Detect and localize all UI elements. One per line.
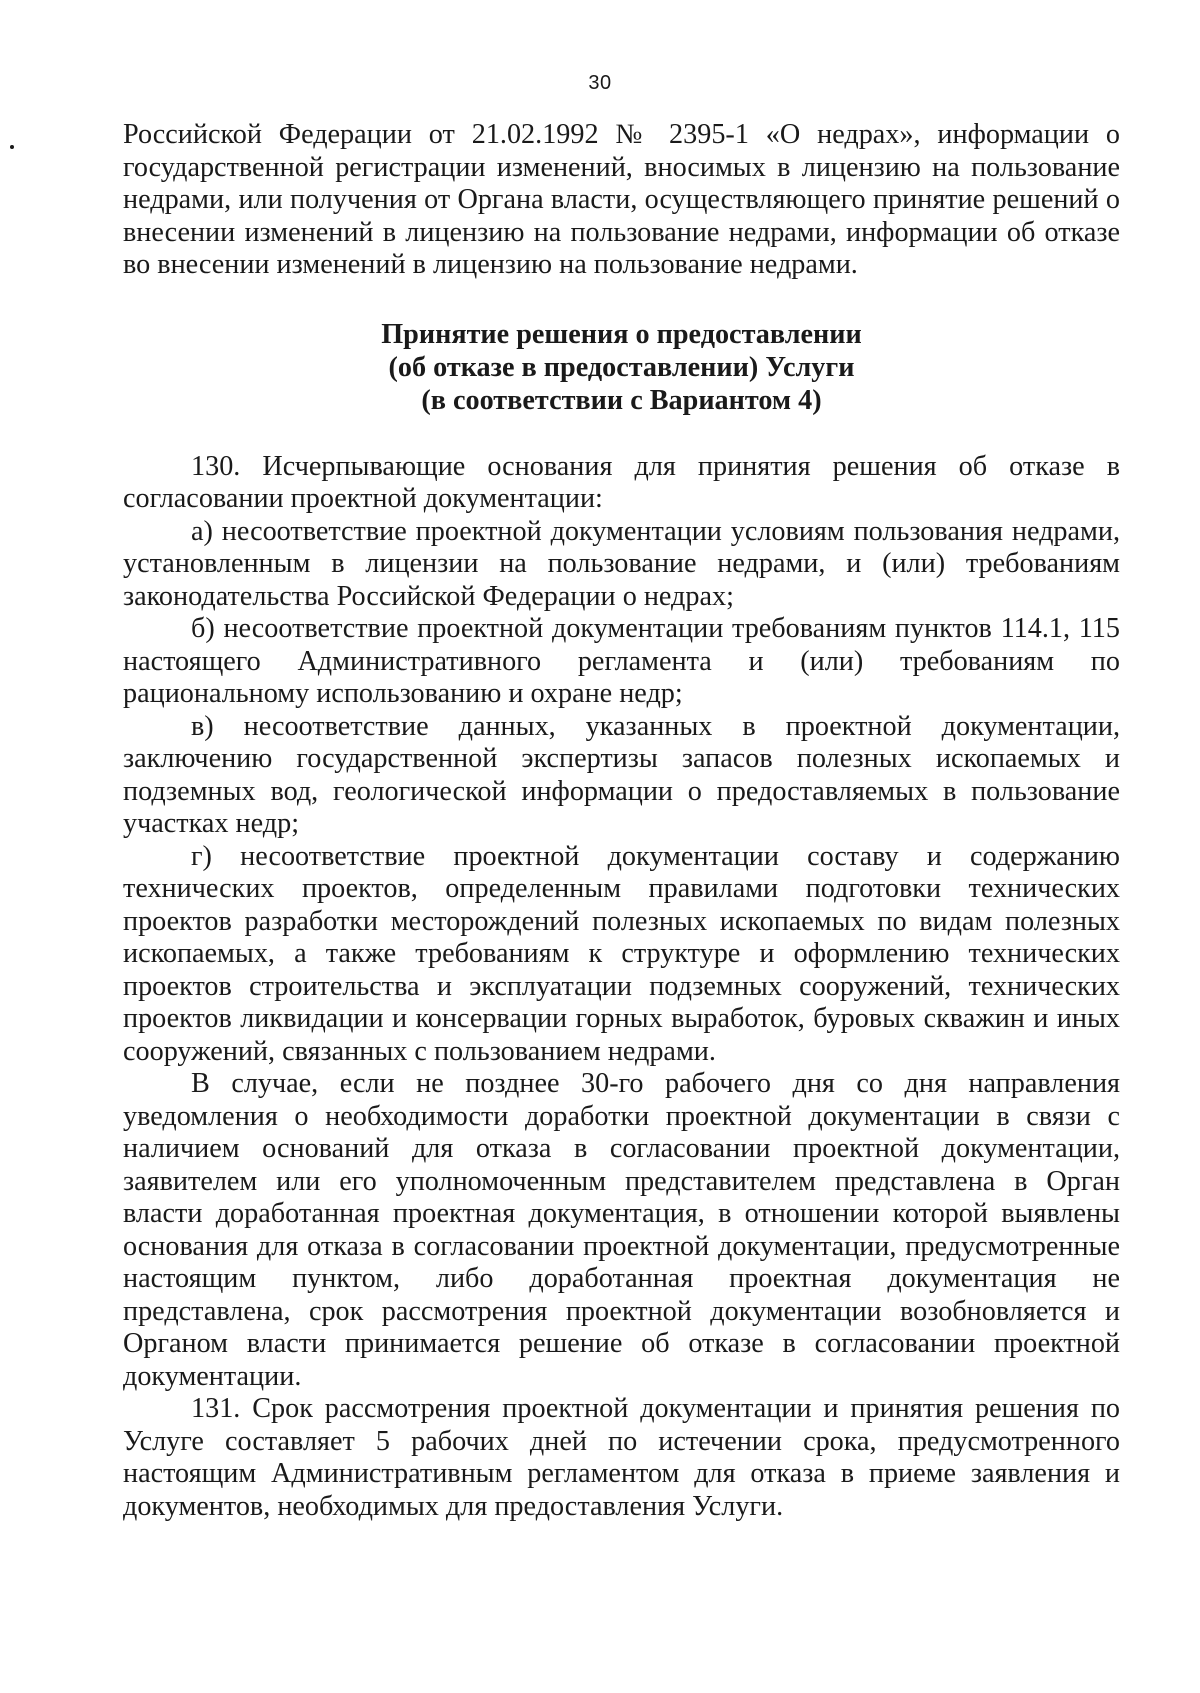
paragraph-130: 130. Исчерпывающие основания для принятия решения об отказе в согласовании проектной документации:	[123, 450, 1120, 514]
section-heading-line-3: (в соответствии с Вариантом 4)	[421, 384, 822, 416]
margin-dot	[10, 145, 14, 149]
list-item-b: б) несоответствие проектной документации требованиям пунктов 114.1, 115 настоящего Административного регламента и (или) требованиям по рациональному использованию и охране недр;	[123, 613, 1120, 709]
paragraph-131: 131. Срок рассмотрения проектной документации и принятия решения по Услуге составляет 5 рабочих дней по истечении срока, предусмотренного настоящим Административным регламентом для отказа в приеме заявления и документов, необходимых для предоставления Услуги.	[123, 1393, 1120, 1522]
section-heading	[123, 318, 1120, 417]
list-item-v: в) несоответствие данных, указанных в проектной документации, заключению государственной экспертизы запасов полезных ископаемых и подземных вод, геологической информации о предоставляемых в пользование участках недр;	[123, 710, 1120, 839]
document-body	[123, 119, 1120, 1523]
paragraph-case: В случае, если не позднее 30-го рабочего дня со дня направления уведомления о необходимости доработки проектной документации в связи с наличием оснований для отказа в согласовании проектной документации, заявителем или его уполномоченным представителем представлена в Орган власти доработанная проектная документация, в отношении которой выявлены основания для отказа в согласовании проектной документации, предусмотренные настоящим пунктом, либо доработанная проектная документация не представлена, срок рассмотрения проектной документации возобновляется и Органом власти принимается решение об отказе в согласовании проектной документации.	[123, 1068, 1120, 1392]
page-number: 30	[588, 72, 612, 94]
section-heading-line-1: Принятие решения о предоставлении	[381, 318, 862, 350]
list-item-a: а) несоответствие проектной документации условиям пользования недрами, установленным в лицензии на пользование недрами, и (или) требованиям законодательства Российской Федерации о недрах;	[123, 515, 1120, 612]
section-heading-line-2: (об отказе в предоставлении) Услуги	[388, 351, 855, 383]
intro-paragraph: Российской Федерации от 21.02.1992 № 2395-1 «О недрах», информации о государственной регистрации изменений, вносимых в лицензию на пользование недрами, или получения от Органа власти, осуществляющего принятие решений о внесении изменений в лицензию на пользование недрами, информации об отказе во внесении изменений в лицензию на пользование недрами.	[123, 119, 1120, 280]
list-item-g: г) несоответствие проектной документации составу и содержанию технических проектов, определенным правилами подготовки технических проектов разработки месторождений полезных ископаемых по видам полезных ископаемых, а также требованиям к структуре и оформлению технических проектов строительства и эксплуатации подземных сооружений, технических проектов ликвидации и консервации горных выработок, буровых скважин и иных сооружений, связанных с пользованием недрами.	[123, 840, 1120, 1067]
